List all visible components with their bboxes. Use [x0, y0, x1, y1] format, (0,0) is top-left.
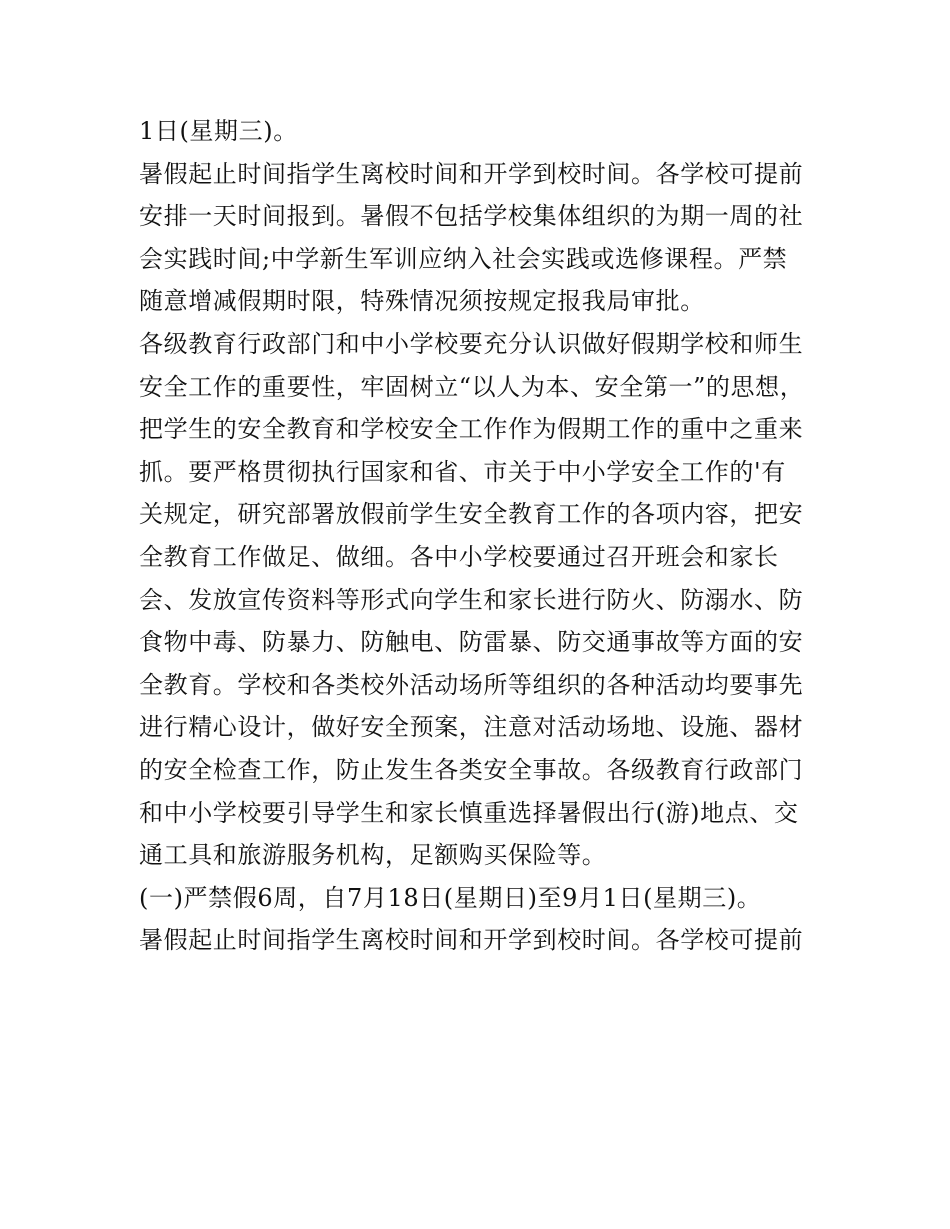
text-line: 抓。要严格贯彻执行国家和省、市关于中小学安全工作的'有	[139, 457, 786, 486]
text-line: 各级教育行政部门和中小学校要充分认识做好假期学校和师生	[139, 329, 804, 358]
text-line: 会、发放宣传资料等形式向学生和家长进行防火、防溺水、防	[139, 585, 804, 614]
text-line: 随意增减假期时限，特殊情况须按规定报我局审批。	[139, 287, 705, 316]
text-line: 安全工作的重要性，牢固树立“以人为本、安全第一”的思想，	[139, 372, 805, 401]
document-body	[139, 110, 819, 962]
text-line: 暑假起止时间指学生离校时间和开学到校时间。各学校可提前	[139, 926, 804, 955]
text-line: 会实践时间;中学新生军训应纳入社会实践或选修课程。严禁	[139, 244, 788, 273]
text-line: 1日(星期三)。	[139, 117, 298, 145]
text-line: 全教育。学校和各类校外活动场所等组织的各种活动均要事先	[139, 670, 804, 699]
text-line: 的安全检查工作，防止发生各类安全事故。各级教育行政部门	[139, 755, 804, 784]
text-line: 食物中毒、防暴力、防触电、防雷暴、防交通事故等方面的安	[139, 628, 804, 657]
text-line: 安排一天时间报到。暑假不包括学校集体组织的为期一周的社	[139, 202, 804, 231]
text-line: 和中小学校要引导学生和家长慎重选择暑假出行(游)地点、交	[139, 798, 799, 827]
text-line: 进行精心设计，做好安全预案，注意对活动场地、设施、器材	[139, 713, 804, 742]
text-line: 通工具和旅游服务机构，足额购买保险等。	[139, 841, 607, 870]
text-line: (一)严禁假6周，自7月18日(星期日)至9月1日(星期三)。	[139, 883, 762, 912]
text-line: 关规定，研究部署放假前学生安全教育工作的各项内容，把安	[139, 500, 804, 529]
text-line: 全教育工作做足、做细。各中小学校要通过召开班会和家长	[139, 542, 779, 571]
text-line: 把学生的安全教育和学校安全工作作为假期工作的重中之重来	[139, 415, 804, 444]
text-line: 暑假起止时间指学生离校时间和开学到校时间。各学校可提前	[139, 159, 804, 188]
